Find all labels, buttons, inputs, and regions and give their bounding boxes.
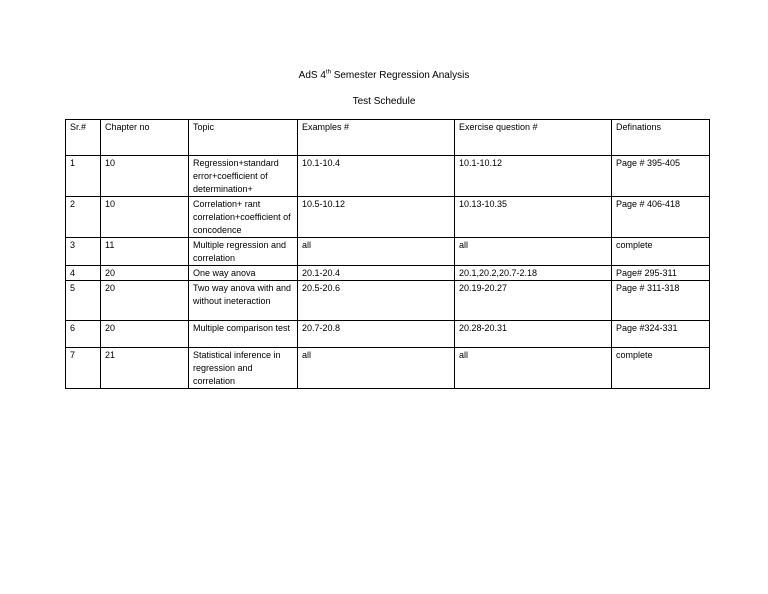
- table-row: [66, 321, 710, 348]
- cell-chapter: 21: [101, 348, 189, 389]
- cell-exercise: 20.19-20.27: [455, 281, 612, 321]
- cell-topic: Correlation+ rant correlation+coefficient of concodence: [189, 197, 298, 238]
- table-row: [66, 197, 710, 238]
- cell-exercise: 10.1-10.12: [455, 156, 612, 197]
- table-row: [66, 156, 710, 197]
- title-prefix: AdS 4: [298, 70, 326, 81]
- cell-definitions: Page #324-331: [612, 321, 710, 348]
- document-subtitle: Test Schedule: [352, 96, 416, 107]
- cell-examples: all: [298, 348, 455, 389]
- cell-sr: 3: [66, 238, 101, 266]
- cell-chapter: 11: [101, 238, 189, 266]
- cell-definitions: complete: [612, 238, 710, 266]
- cell-sr: 7: [66, 348, 101, 389]
- cell-topic: Statistical inference in regression and correlation: [189, 348, 298, 389]
- cell-examples: 20.5-20.6: [298, 281, 455, 321]
- cell-chapter: 10: [101, 156, 189, 197]
- header-cell-definitions: Definations: [612, 120, 710, 156]
- cell-definitions: Page # 395-405: [612, 156, 710, 197]
- table-row: [66, 238, 710, 266]
- cell-chapter: 20: [101, 266, 189, 281]
- cell-definitions: Page# 295-311: [612, 266, 710, 281]
- cell-exercise: 10.13-10.35: [455, 197, 612, 238]
- test-schedule-table: [65, 119, 710, 389]
- cell-sr: 1: [66, 156, 101, 197]
- cell-chapter: 20: [101, 321, 189, 348]
- cell-exercise: all: [455, 348, 612, 389]
- table-row: [66, 281, 710, 321]
- cell-sr: 5: [66, 281, 101, 321]
- cell-examples: all: [298, 238, 455, 266]
- cell-chapter: 20: [101, 281, 189, 321]
- header-cell-chapter: Chapter no: [101, 120, 189, 156]
- table-header-row: [66, 120, 710, 156]
- cell-sr: 4: [66, 266, 101, 281]
- header-cell-exercise: Exercise question #: [455, 120, 612, 156]
- cell-chapter: 10: [101, 197, 189, 238]
- cell-sr: 6: [66, 321, 101, 348]
- header-cell-examples: Examples #: [298, 120, 455, 156]
- cell-topic: Multiple comparison test: [189, 321, 298, 348]
- cell-exercise: all: [455, 238, 612, 266]
- cell-exercise: 20.28-20.31: [455, 321, 612, 348]
- cell-sr: 2: [66, 197, 101, 238]
- cell-topic: Multiple regression and correlation: [189, 238, 298, 266]
- cell-topic: Two way anova with and without ineteraction: [189, 281, 298, 321]
- cell-definitions: complete: [612, 348, 710, 389]
- cell-topic: One way anova: [189, 266, 298, 281]
- cell-examples: 10.1-10.4: [298, 156, 455, 197]
- cell-exercise: 20.1,20.2,20.7-2.18: [455, 266, 612, 281]
- header-cell-sr: Sr.#: [66, 120, 101, 156]
- table-row: [66, 348, 710, 389]
- cell-definitions: Page # 311-318: [612, 281, 710, 321]
- document-title: [0, 70, 768, 82]
- cell-topic: Regression+standard error+coefficient of determination+: [189, 156, 298, 197]
- cell-examples: 10.5-10.12: [298, 197, 455, 238]
- cell-definitions: Page # 406-418: [612, 197, 710, 238]
- cell-examples: 20.1-20.4: [298, 266, 455, 281]
- cell-examples: 20.7-20.8: [298, 321, 455, 348]
- header-cell-topic: Topic: [189, 120, 298, 156]
- title-suffix: Semester Regression Analysis: [330, 70, 470, 81]
- title-superscript: th: [325, 69, 331, 76]
- table-row: [66, 266, 710, 281]
